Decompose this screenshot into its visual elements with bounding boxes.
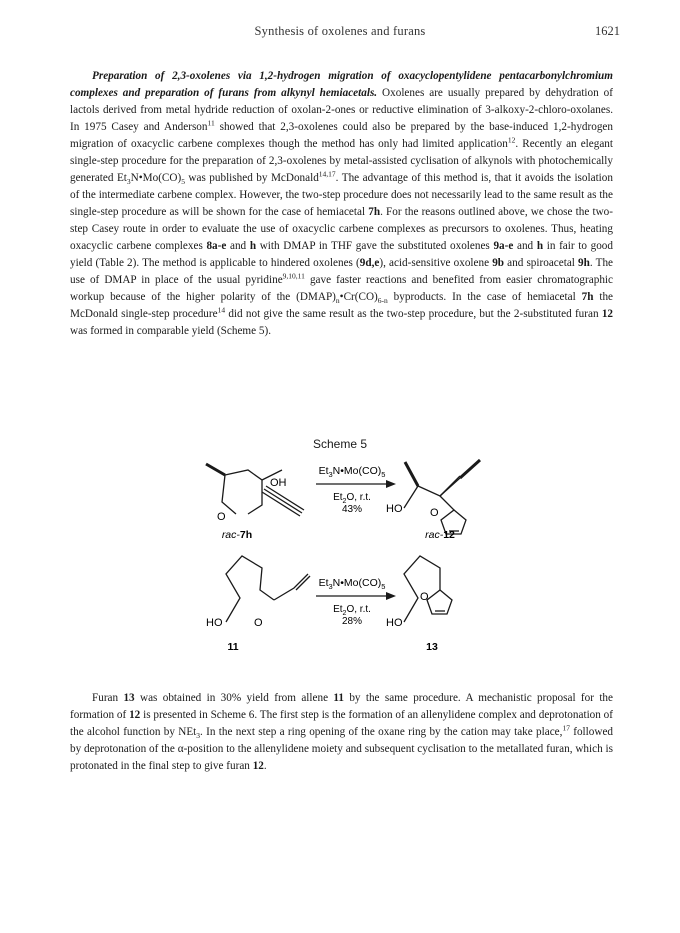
subscript: n (335, 296, 340, 306)
text-run: did not give the same result as the two-step procedure, but the 2-substituted furan (225, 308, 602, 320)
text-run: is presented in Scheme 6. The first step is the formation of an allenylidene complex and deprotonation of the alcohol function by NEt (70, 709, 613, 738)
compound-label: 9b (492, 257, 505, 269)
compound-label: 9h (578, 257, 590, 269)
text-run: Oxolenes are usually prepared by dehydration of lactols derived from metal hydride reduction of oxolan-2-ones or reductive elimination of 3-alkoxy-2-chloro-oxolanes. In 1975 Casey and Anderson (70, 87, 613, 133)
reagent-label-1: $Et_3N•Mo(CO)_5$ (318, 465, 386, 479)
paragraph-oxolenes (70, 68, 613, 340)
product-ho-label-1: HO (386, 503, 403, 515)
paragraph-furan-13 (70, 690, 613, 775)
compound-label: h (249, 240, 257, 252)
text-run: the McDonald single-step procedure (70, 291, 614, 320)
compound-label: 13 (123, 692, 135, 704)
text-run: followed by deprotonation of the α-position to the allenylidene moiety and subsequent cyclisation to the metallated furan, which is protonated in the final step to give furan (70, 726, 614, 772)
scheme-title: Scheme 5 (312, 437, 368, 451)
text-run: and spiroacetal (504, 257, 579, 269)
text-run: . For the reasons outlined above, we chose the two-step Casey route in order to evaluate the use of oxacyclic carbene complexes as precursors to oxolenes. Thus, heating oxacyclic carbene complexes (70, 206, 613, 252)
ref-superscript: 17 (562, 723, 570, 733)
page-number: 1621 (595, 24, 620, 38)
ref-superscript: 14,17 (318, 169, 336, 179)
compound-label: 7h (368, 206, 381, 218)
text-run: showed that 2,3-oxolenes could also be prepared by the base-induced 1,2-hydrogen migration of oxacyclic carbene complexes though the method has only had limited application (70, 121, 613, 150)
reagent-label-2: $Et_3N•Mo(CO)_5$ (318, 577, 386, 591)
oh-label: OH (270, 477, 287, 489)
ref-superscript: 14 (217, 305, 226, 315)
conditions-label-2: $Et_2O$, r.t. (333, 604, 371, 617)
structure-rac-12 (404, 460, 480, 534)
ether-oxygen-label-11: O (254, 617, 263, 629)
compound-id-13: 13 (426, 641, 438, 653)
furan-oxygen-label-2: O (420, 591, 429, 603)
compound-label: 12 (601, 308, 614, 320)
structure-11 (226, 556, 310, 622)
furan-oxygen-label-1: O (430, 507, 439, 519)
yield-label-1: 43% (341, 504, 363, 515)
compound-id-11: 11 (227, 641, 239, 653)
text-run: byproducts. In the case of hemiacetal (387, 291, 582, 303)
page-header (0, 24, 680, 42)
ho-label-11: HO (206, 617, 223, 629)
text-run: . (263, 760, 267, 772)
text-run: by the same procedure. A mechanistic proposal for the formation of (70, 692, 613, 721)
compound-label: 11 (333, 692, 344, 704)
text-run: and (513, 240, 537, 252)
ring-oxygen-label: O (217, 511, 226, 523)
ref-superscript: 11 (207, 118, 215, 128)
text-run: N•Mo(CO) (130, 172, 182, 184)
section-heading: Preparation of 2,3-oxolenes via 1,2-hydrogen migration of oxacyclopentylidene pentacarbonylchromium complexes and preparation of furans from alkynyl hemiacetals. (70, 70, 613, 99)
running-title: Synthesis of oxolenes and furans (254, 24, 426, 38)
compound-label: 7h (581, 291, 594, 303)
ref-superscript: 12 (507, 135, 516, 145)
text-run: . The use of DMAP in place of the usual pyridine (70, 257, 613, 286)
text-run: with DMAP in THF gave the substituted oxolenes (256, 240, 494, 252)
scheme-5-diagram (0, 450, 680, 675)
structure-13 (404, 556, 452, 622)
text-run: gave faster reactions and benefited from easier chromatographic workup because of the higher polarity of the (DMAP) (70, 274, 613, 303)
subscript: 3 (126, 177, 131, 187)
conditions-label-1: $Et_2O$, r.t. (333, 492, 371, 505)
yield-label-2: 28% (341, 616, 363, 627)
text-run: and (226, 240, 250, 252)
text-run: •Cr(CO) (339, 291, 378, 303)
ref-superscript: 9,10,11 (282, 271, 305, 281)
text-run: was obtained in 30% yield from allene (134, 692, 334, 704)
compound-label: 9a-e (493, 240, 514, 252)
structure-rac-7h (206, 464, 304, 516)
text-run: . The advantage of this method is, that it avoids the isolation of the intermediate carbene complex. However, the two-step procedure does not necessarily lead to the same result as the single-step procedure as will be shown for the case of hemiacetal (70, 172, 613, 218)
compound-label: 12 (252, 760, 264, 772)
text-run: . In the next step a ring opening of the oxane ring by the cation may take place, (200, 726, 563, 738)
subscript: 6-n (377, 296, 388, 306)
subscript: 3 (196, 731, 201, 741)
compound-id-rac-12: rac-12 (425, 529, 455, 541)
compound-label: 12 (129, 709, 141, 721)
compound-label: 8a-e (206, 240, 227, 252)
text-run: was formed in comparable yield (Scheme 5). (70, 325, 271, 337)
text-run: in fair to good yield (Table 2). The method is applicable to hindered oxolenes ( (70, 240, 613, 269)
text-run: . Recently an elegant single-step procedure for the preparation of 2,3-oxolenes by metal-assisted cyclisation of alkynols with photochemically generated Et (70, 138, 614, 184)
product-ho-label-2: HO (386, 617, 403, 629)
subscript: 5 (181, 177, 185, 187)
compound-id-rac-7h: rac-7h (221, 529, 253, 541)
text-run: ), acid-sensitive oxolene (379, 257, 493, 269)
text-run: Furan (92, 692, 124, 704)
text-run: was published by McDonald (184, 172, 319, 184)
compound-label: h (536, 240, 544, 252)
compound-label: 9d,e (359, 257, 380, 269)
